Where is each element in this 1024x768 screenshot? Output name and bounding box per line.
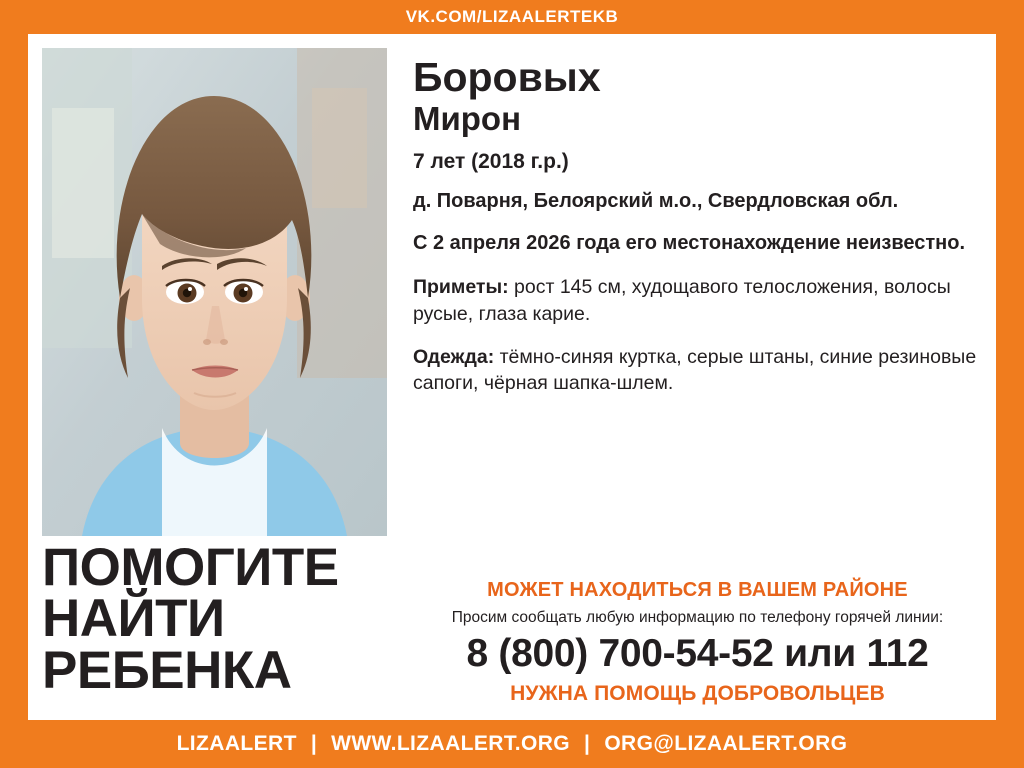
left-column [42,48,387,710]
contact-block [413,579,982,710]
may-be-nearby-text: МОЖЕТ НАХОДИТЬСЯ В ВАШЕМ РАЙОНЕ [487,579,908,601]
child-photo-illustration [42,48,387,536]
help-find-child-heading [42,538,387,700]
child-photo [42,48,387,536]
person-first-name: Мирон [413,100,522,138]
separator-2: | [584,732,591,755]
right-column [387,48,982,710]
separator-1: | [310,732,318,755]
person-surname: Боровых [413,54,601,100]
person-location: д. Поварня, Белоярский м.о., Свердловская обл. [413,189,899,212]
missing-since-text: С 2 апреля 2026 года его местонахождение неизвестно. [413,232,966,255]
help-line-1: ПОМОГИТЕ [42,538,339,597]
clothes-label: Одежда: [413,345,495,368]
person-signs [413,274,982,328]
signs-label: Приметы: [413,275,509,298]
website-link[interactable]: WWW.LIZAALERT.ORG [331,732,571,755]
vk-link-text: VK.COM/LIZAALERTEKB [405,7,619,26]
poster-card [28,34,996,720]
ask-info-text: Просим сообщать любую информацию по телефону горячей линии: [451,609,944,626]
signs-value: рост 145 см, худощавого телосложения, волосы русые, глаза карие. [413,275,951,325]
spacer [413,397,982,579]
email-link[interactable]: ORG@LIZAALERT.ORG [604,732,848,755]
bottom-banner [0,720,1024,768]
top-banner [0,0,1024,34]
hotline-phone[interactable]: 8 (800) 700-54-52 или 112 [466,632,929,675]
need-volunteers-text: НУЖНА ПОМОЩЬ ДОБРОВОЛЬЦЕВ [510,682,885,705]
person-clothes [413,344,982,398]
help-line-3: РЕБЕНКА [42,640,292,700]
org-name: LIZAALERT [176,732,297,755]
person-age: 7 лет (2018 г.р.) [413,149,569,173]
help-line-2: НАЙТИ [42,589,225,649]
clothes-value: тёмно-синяя куртка, серые штаны, синие резиновые сапоги, чёрная шапка-шлем. [413,345,977,395]
